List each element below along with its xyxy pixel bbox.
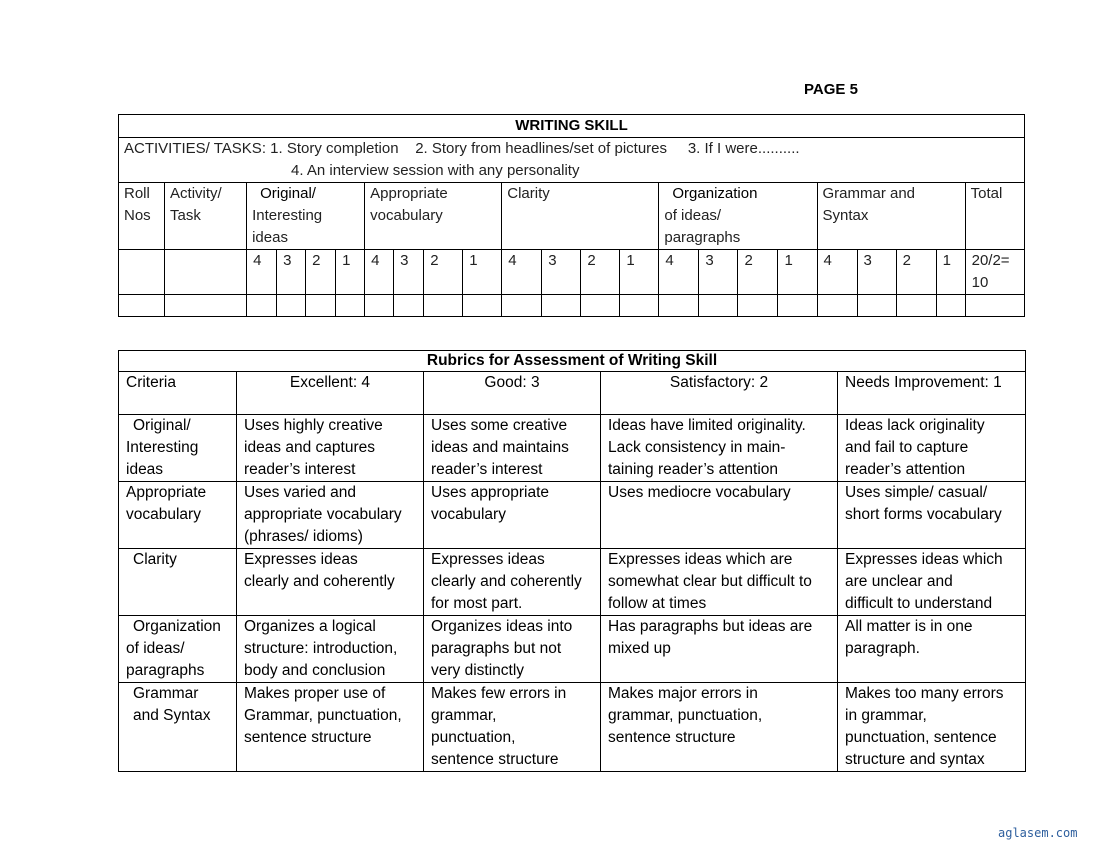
column-header: Excellent: 4 — [237, 372, 424, 415]
score-cell: 2 — [738, 250, 778, 295]
blank-entry-row — [119, 295, 1025, 317]
score-cell: 4 — [502, 250, 542, 295]
score-cell: 2 — [424, 250, 463, 295]
criteria-cell: Grammar and Syntax — [119, 683, 237, 772]
activities-line-1: ACTIVITIES/ TASKS: 1. Story completion 2. Story from headlines/set of pictures 3. If I were.......... — [124, 140, 800, 157]
criteria-cell: Organization of ideas/ paragraphs — [119, 616, 237, 683]
needs-improvement-cell: Makes too many errors in grammar, punctuation, sentence structure and syntax — [838, 683, 1026, 772]
score-cell: 2 — [581, 250, 620, 295]
satisfactory-cell: Expresses ideas which are somewhat clear but difficult to follow at times — [601, 549, 838, 616]
column-header: Good: 3 — [424, 372, 601, 415]
activities-tasks — [119, 138, 1025, 183]
writing-skill-title: WRITING SKILL — [119, 115, 1025, 138]
table-row — [119, 683, 1026, 772]
score-cell: 3 — [542, 250, 581, 295]
score-cell: 4 — [659, 250, 699, 295]
score-cell: 2 — [896, 250, 936, 295]
excellent-cell: Expresses ideas clearly and coherently — [237, 549, 424, 616]
header-appropriate-vocabulary: Appropriate vocabulary — [365, 183, 502, 250]
good-cell: Uses some creative ideas and maintains reader’s interest — [424, 415, 601, 482]
table-row — [119, 482, 1026, 549]
rubric-title: Rubrics for Assessment of Writing Skill — [119, 351, 1026, 372]
header-activity-task: Activity/ Task — [165, 183, 247, 250]
table-row — [119, 415, 1026, 482]
score-cell: 4 — [247, 250, 277, 295]
column-header: Satisfactory: 2 — [601, 372, 838, 415]
watermark-link[interactable]: aglasem.com — [998, 826, 1078, 840]
header-organization: Organization of ideas/ paragraphs — [659, 183, 817, 250]
header-total: Total — [965, 183, 1024, 250]
score-cell: 1 — [336, 250, 365, 295]
satisfactory-cell: Makes major errors in grammar, punctuation, sentence structure — [601, 683, 838, 772]
good-cell: Makes few errors in grammar, punctuation, sentence structure — [424, 683, 601, 772]
score-cell: 3 — [277, 250, 306, 295]
score-cell: 1 — [778, 250, 817, 295]
score-cell: 4 — [817, 250, 857, 295]
header-roll-nos: Roll Nos — [119, 183, 165, 250]
score-cell: 2 — [306, 250, 336, 295]
score-cell: 1 — [620, 250, 659, 295]
total-value: 20/2= 10 — [965, 250, 1024, 295]
satisfactory-cell: Has paragraphs but ideas are mixed up — [601, 616, 838, 683]
needs-improvement-cell: Expresses ideas which are unclear and difficult to understand — [838, 549, 1026, 616]
table-row — [119, 549, 1026, 616]
criteria-cell: Clarity — [119, 549, 237, 616]
score-cell: 3 — [699, 250, 738, 295]
criteria-cell: Appropriate vocabulary — [119, 482, 237, 549]
writing-skill-table — [118, 114, 1025, 317]
header-clarity: Clarity — [502, 183, 659, 250]
excellent-cell: Makes proper use of Grammar, punctuation, sentence structure — [237, 683, 424, 772]
rubric-header-row — [119, 372, 1026, 415]
score-cell: 1 — [936, 250, 965, 295]
needs-improvement-cell: Ideas lack originality and fail to capture reader’s attention — [838, 415, 1026, 482]
excellent-cell: Uses highly creative ideas and captures reader’s interest — [237, 415, 424, 482]
header-grammar-syntax: Grammar and Syntax — [817, 183, 965, 250]
satisfactory-cell: Uses mediocre vocabulary — [601, 482, 838, 549]
page-number: PAGE 5 — [804, 81, 858, 98]
header-original-ideas: Original/ Interesting ideas — [247, 183, 365, 250]
needs-improvement-cell: All matter is in one paragraph. — [838, 616, 1026, 683]
good-cell: Uses appropriate vocabulary — [424, 482, 601, 549]
satisfactory-cell: Ideas have limited originality. Lack consistency in main- taining reader’s attention — [601, 415, 838, 482]
column-header: Needs Improvement: 1 — [838, 372, 1026, 415]
good-cell: Organizes ideas into paragraphs but not very distinctly — [424, 616, 601, 683]
excellent-cell: Organizes a logical structure: introduction, body and conclusion — [237, 616, 424, 683]
criteria-cell: Original/ Interesting ideas — [119, 415, 237, 482]
needs-improvement-cell: Uses simple/ casual/ short forms vocabulary — [838, 482, 1026, 549]
score-cell: 3 — [394, 250, 424, 295]
rubric-table — [118, 350, 1026, 772]
score-cell: 1 — [463, 250, 502, 295]
activities-line-2: 4. An interview session with any personality — [291, 162, 580, 179]
score-cell: 3 — [857, 250, 896, 295]
excellent-cell: Uses varied and appropriate vocabulary (phrases/ idioms) — [237, 482, 424, 549]
column-header: Criteria — [119, 372, 237, 415]
score-cell: 4 — [365, 250, 394, 295]
table-row — [119, 616, 1026, 683]
good-cell: Expresses ideas clearly and coherently for most part. — [424, 549, 601, 616]
score-row — [119, 250, 1025, 295]
